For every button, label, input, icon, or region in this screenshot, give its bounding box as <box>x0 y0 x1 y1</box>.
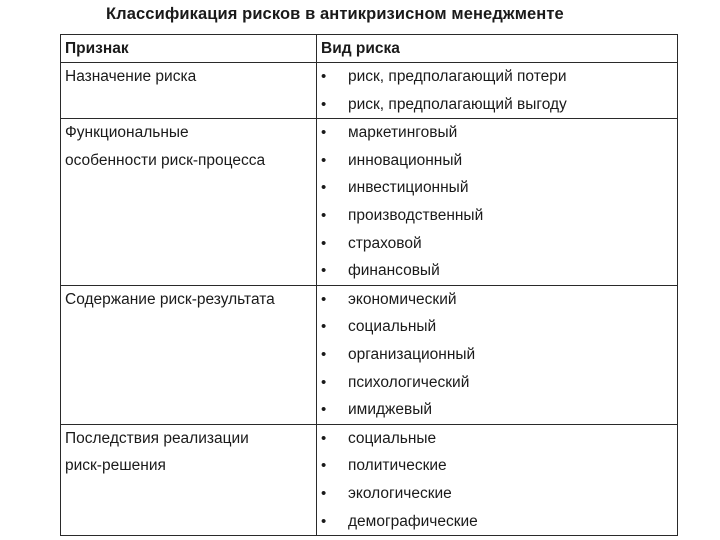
bullet-icon: • <box>321 484 327 502</box>
risk-type-list <box>321 425 677 535</box>
risk-classification-table <box>60 34 678 536</box>
table-row <box>61 424 678 535</box>
bullet-icon: • <box>321 179 327 197</box>
risk-type-item <box>321 452 677 480</box>
risk-type-item <box>321 425 677 453</box>
feature-cell: Функциональные особенности риск-процесса <box>61 119 317 286</box>
risk-type-item <box>321 341 677 369</box>
bullet-icon: • <box>321 262 327 280</box>
table-row <box>61 63 678 119</box>
risk-types-cell <box>317 119 678 286</box>
risk-type-label: производственный <box>348 206 484 224</box>
feature-cell: Содержание риск-результата <box>61 285 317 424</box>
risk-types-cell <box>317 63 678 119</box>
risk-type-label: инновационный <box>348 151 463 169</box>
risk-type-label: риск, предполагающий выгоду <box>348 95 567 113</box>
bullet-icon: • <box>321 234 327 252</box>
risk-type-label: имиджевый <box>348 401 433 419</box>
risk-types-cell <box>317 285 678 424</box>
bullet-icon: • <box>321 457 327 475</box>
risk-type-label: риск, предполагающий потери <box>348 68 567 85</box>
risk-type-item <box>321 174 677 202</box>
risk-type-label: маркетинговый <box>348 124 458 142</box>
bullet-icon: • <box>321 512 327 530</box>
risk-type-list <box>321 286 677 424</box>
header-feature: Признак <box>61 35 317 63</box>
bullet-icon: • <box>321 429 327 447</box>
risk-type-label: экологические <box>348 484 452 502</box>
risk-type-item <box>321 313 677 341</box>
risk-type-label: финансовый <box>348 262 440 280</box>
risk-type-item <box>321 286 677 314</box>
risk-type-item <box>321 508 677 536</box>
feature-cell: Назначение риска <box>61 63 317 119</box>
risk-type-item <box>321 91 677 119</box>
bullet-icon: • <box>321 290 327 308</box>
bullet-icon: • <box>321 345 327 363</box>
risk-type-label: социальный <box>348 318 437 336</box>
risk-type-label: психологический <box>348 373 470 391</box>
bullet-icon: • <box>321 373 327 391</box>
table-header-row <box>61 35 678 63</box>
risk-type-label: демографические <box>348 512 478 530</box>
risk-type-label: политические <box>348 457 447 475</box>
bullet-icon: • <box>321 95 327 113</box>
bullet-icon: • <box>321 124 327 142</box>
risk-type-item <box>321 369 677 397</box>
risk-type-label: социальные <box>348 429 437 447</box>
risk-type-item <box>321 396 677 424</box>
page-title: Классификация рисков в антикризисном менеджменте <box>106 5 564 23</box>
risk-type-item <box>321 480 677 508</box>
risk-type-item <box>321 257 677 285</box>
table-row <box>61 285 678 424</box>
feature-cell: Последствия реализации риск-решения <box>61 424 317 535</box>
risk-type-item <box>321 63 677 91</box>
risk-type-item <box>321 202 677 230</box>
risk-type-item <box>321 119 677 147</box>
risk-type-label: экономический <box>348 290 457 308</box>
table-row <box>61 119 678 286</box>
risk-type-list <box>321 119 677 285</box>
bullet-icon: • <box>321 151 327 169</box>
risk-types-cell <box>317 424 678 535</box>
risk-type-label: организационный <box>348 345 476 363</box>
risk-type-label: страховой <box>348 234 422 252</box>
bullet-icon: • <box>321 68 327 85</box>
risk-type-label: инвестиционный <box>348 179 469 197</box>
bullet-icon: • <box>321 206 327 224</box>
risk-type-item <box>321 147 677 175</box>
risk-type-item <box>321 230 677 258</box>
header-risk-type: Вид риска <box>317 35 678 63</box>
bullet-icon: • <box>321 318 327 336</box>
bullet-icon: • <box>321 401 327 419</box>
risk-type-list <box>321 63 677 118</box>
